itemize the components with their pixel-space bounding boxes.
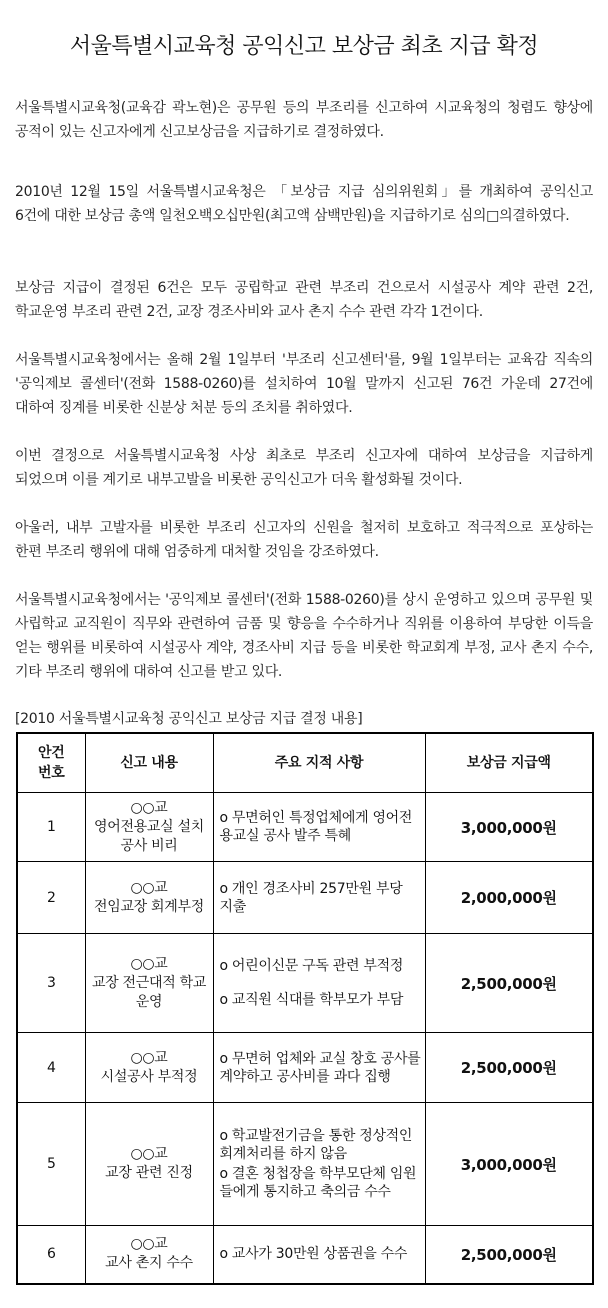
school-name: ○○교 xyxy=(130,1236,168,1253)
paragraph-committee: 2010년 12월 15일 서울특별시교육청은 「보상금 지급 심의위원회」를 개최하여 공익신고 6건에 대한 보상금 총액 일천오백오십만원(최고액 삼백만원)을 지급하기로 심의□의결하였다. xyxy=(15,184,593,224)
reward-amount: 3,000,000원 xyxy=(425,793,593,862)
table-row xyxy=(17,934,593,1033)
case-number: 1 xyxy=(17,793,85,862)
report-content-text: 전임교장 회계부정 xyxy=(94,898,204,915)
reward-amount: 2,500,000원 xyxy=(425,1033,593,1103)
paragraph-intro: 서울특별시교육청(교육감 곽노현)은 공무원 등의 부조리를 신고하여 시교육청의 청렴도 향상에 공적이 있는 신고자에게 신고보상금을 지급하기로 결정하였다. xyxy=(15,100,593,140)
school-name: ○○교 xyxy=(130,955,168,972)
header-report-content: 신고 내용 xyxy=(85,733,213,793)
paragraph-protection: 아울러, 내부 고발자를 비롯한 부조리 신고자의 신원을 철저히 보호하고 적극적으로 포상하는 한편 부조리 행위에 대해 엄중하게 대처할 것임을 강조하였다. xyxy=(15,520,593,560)
report-content xyxy=(85,934,213,1033)
paragraph-reporting: 서울특별시교육청에서는 '공익제보 콜센터'(전화 1588-0260)를 상시 운영하고 있으며 공무원 및 사립학교 교직원이 직무와 관련하여 금품 및 향응을 수수하거나 직위를 이용하여 부당한 이득을 얻는 행위를 비롯하여 시설공사 계약, 경조사비 지급 등을 비롯한 학교회계 부정, 교사 촌지 수수, 기타 부조리 행위에 대하여 신고를 받고 있다. xyxy=(15,592,593,680)
case-number: 4 xyxy=(17,1033,85,1103)
table-row xyxy=(17,1103,593,1226)
finding-item: o 결혼 청첩장을 학부모단체 임원들에게 통지하고 축의금 수수 xyxy=(219,1166,417,1200)
table-row xyxy=(17,793,593,862)
paragraph-first-reward: 이번 결정으로 서울특별시교육청 사상 최초로 부조리 신고자에 대하여 보상금을 지급하게 되었으며 이를 계기로 내부고발을 비롯한 공익신고가 더욱 활성화될 것이다. xyxy=(15,448,593,488)
report-content xyxy=(85,1103,213,1226)
report-content xyxy=(85,1226,213,1284)
table-row xyxy=(17,1033,593,1103)
school-name: ○○교 xyxy=(130,879,168,896)
finding-item: o 개인 경조사비 257만원 부당 xyxy=(219,880,403,897)
reward-amount: 3,000,000원 xyxy=(425,1103,593,1226)
case-number: 5 xyxy=(17,1103,85,1226)
finding-cell xyxy=(213,793,425,862)
finding-cell xyxy=(213,1033,425,1103)
paragraph-callcenter: 서울특별시교육청에서는 올해 2월 1일부터 '부조리 신고센터'를, 9월 1일부터는 교육감 직속의 '공익제보 콜센터'(전화 1588-0260)를 설치하여 10월 말까지 신고된 76건 가운데 27건에 대하여 징계를 비롯한 신분상 처분 등의 조치를 취하였다. xyxy=(15,352,593,416)
reward-amount: 2,000,000원 xyxy=(425,862,593,934)
school-name: ○○교 xyxy=(130,1146,168,1162)
finding-cell xyxy=(213,862,425,934)
page-title: 서울특별시교육청 공익신고 보상금 최초 지급 확정 xyxy=(69,34,539,59)
case-number: 3 xyxy=(17,934,85,1033)
report-content xyxy=(85,862,213,934)
table-header-row xyxy=(17,733,593,793)
school-name: ○○교 xyxy=(130,799,168,816)
finding-cell xyxy=(213,1226,425,1284)
table-row xyxy=(17,1226,593,1284)
reward-table xyxy=(16,732,594,1285)
reward-amount: 2,500,000원 xyxy=(425,934,593,1033)
table-caption: [2010 서울특별시교육청 공익신고 보상금 지급 결정 내용] xyxy=(15,711,363,727)
report-content-text: 교장 관련 진정 xyxy=(105,1165,193,1181)
finding-item: o 교사가 30만원 상품권을 수수 xyxy=(219,1246,408,1263)
header-findings: 주요 지적 사항 xyxy=(213,733,425,793)
case-number: 6 xyxy=(17,1226,85,1284)
finding-item: 지출 xyxy=(219,898,246,915)
reward-amount: 2,500,000원 xyxy=(425,1226,593,1284)
report-content xyxy=(85,793,213,862)
paragraph-cases: 보상금 지급이 결정된 6건은 모두 공립학교 관련 부조리 건으로서 시설공사 계약 관련 2건, 학교운영 부조리 관련 2건, 교장 경조사비와 교사 촌지 수수 관련 각각 1건이다. xyxy=(15,280,593,320)
header-amount: 보상금 지급액 xyxy=(425,733,593,793)
header-case-number-line1: 안건 xyxy=(38,745,65,761)
finding-cell xyxy=(213,934,425,1033)
report-content-text: 교장 전근대적 학교운영 xyxy=(91,974,207,1010)
header-case-number-line2: 번호 xyxy=(38,765,65,781)
finding-item: 회계처리를 하지 않음 xyxy=(219,1146,347,1162)
finding-cell xyxy=(213,1103,425,1226)
finding-item: o 무면허 업체와 교실 창호 공사를 계약하고 공사비를 과다 집행 xyxy=(219,1050,421,1085)
case-number: 2 xyxy=(17,862,85,934)
finding-item: o 교직원 식대를 학부모가 부담 xyxy=(219,992,404,1008)
report-content xyxy=(85,1033,213,1103)
report-content-text: 영어전용교실 설치공사 비리 xyxy=(94,818,204,854)
school-name: ○○교 xyxy=(130,1049,168,1066)
report-content-text: 시설공사 부적정 xyxy=(100,1068,198,1085)
finding-item: o 학교발전기금을 통한 정상적인 xyxy=(219,1128,413,1144)
header-case-number xyxy=(17,733,85,793)
finding-item: o 어린이신문 구독 관련 부적정 xyxy=(219,958,404,974)
report-content-text: 교사 촌지 수수 xyxy=(105,1255,193,1272)
table-row xyxy=(17,862,593,934)
finding-item: o 무면허인 특정업체에게 영어전용교실 공사 발주 특혜 xyxy=(219,810,413,844)
